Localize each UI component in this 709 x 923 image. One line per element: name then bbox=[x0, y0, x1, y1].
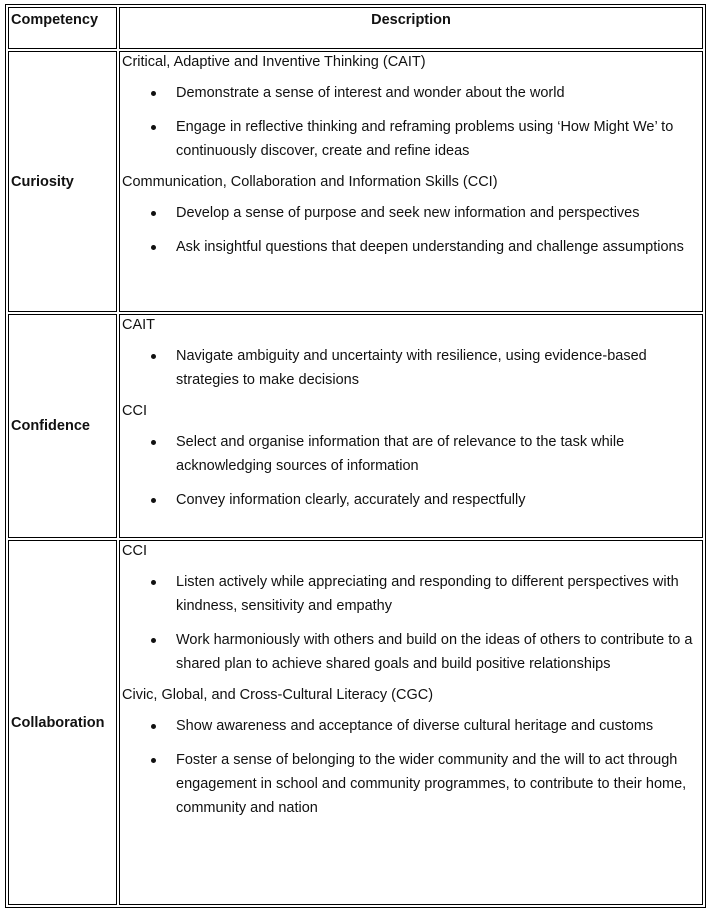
table-row-curiosity bbox=[8, 51, 703, 312]
table-row-confidence bbox=[8, 314, 703, 538]
list-item: Demonstrate a sense of interest and wonder about the world bbox=[176, 81, 700, 105]
list-item: Navigate ambiguity and uncertainty with resilience, using evidence-based strategies to make decisions bbox=[176, 344, 700, 392]
bullet-list bbox=[122, 430, 700, 512]
competency-table bbox=[5, 4, 706, 908]
competency-name: Collaboration bbox=[8, 540, 117, 905]
skill-group bbox=[122, 173, 700, 259]
bullet-list bbox=[122, 201, 700, 259]
description-cell bbox=[119, 314, 703, 538]
list-item: Foster a sense of belonging to the wider community and the will to act through engagement in school and community programmes, to contribute to their home, community and nation bbox=[176, 748, 700, 820]
skill-group-heading: Communication, Collaboration and Information Skills (CCI) bbox=[122, 174, 498, 190]
header-row bbox=[8, 7, 703, 49]
header-description: Description bbox=[119, 7, 703, 49]
description-cell bbox=[119, 51, 703, 312]
competency-name: Curiosity bbox=[8, 51, 117, 312]
table-row-collaboration bbox=[8, 540, 703, 905]
competency-name: Confidence bbox=[8, 314, 117, 538]
skill-group bbox=[122, 686, 700, 820]
list-item: Engage in reflective thinking and reframing problems using ‘How Might We’ to continuously discover, create and refine ideas bbox=[176, 115, 700, 163]
list-item: Develop a sense of purpose and seek new information and perspectives bbox=[176, 201, 700, 225]
list-item: Convey information clearly, accurately and respectfully bbox=[176, 488, 700, 512]
skill-group bbox=[122, 542, 700, 676]
list-item: Select and organise information that are of relevance to the task while acknowledging sources of information bbox=[176, 430, 700, 478]
list-item: Work harmoniously with others and build on the ideas of others to contribute to a shared plan to achieve shared goals and build positive relationships bbox=[176, 628, 700, 676]
skill-group-heading: CCI bbox=[122, 543, 147, 559]
bullet-list bbox=[122, 81, 700, 163]
skill-group-heading: Civic, Global, and Cross-Cultural Literacy (CGC) bbox=[122, 687, 434, 703]
list-item: Listen actively while appreciating and responding to different perspectives with kindness, sensitivity and empathy bbox=[176, 570, 700, 618]
bullet-list bbox=[122, 570, 700, 676]
skill-group-heading: CAIT bbox=[122, 317, 156, 333]
list-item: Show awareness and acceptance of diverse cultural heritage and customs bbox=[176, 714, 700, 738]
skill-group bbox=[122, 402, 700, 512]
skill-group-heading: Critical, Adaptive and Inventive Thinking (CAIT) bbox=[122, 54, 426, 70]
list-item: Ask insightful questions that deepen understanding and challenge assumptions bbox=[176, 235, 700, 259]
bullet-list bbox=[122, 714, 700, 820]
description-cell bbox=[119, 540, 703, 905]
skill-group bbox=[122, 316, 700, 392]
skill-group-heading: CCI bbox=[122, 403, 147, 419]
skill-group bbox=[122, 53, 700, 163]
bullet-list bbox=[122, 344, 700, 392]
header-competency: Competency bbox=[8, 7, 117, 49]
